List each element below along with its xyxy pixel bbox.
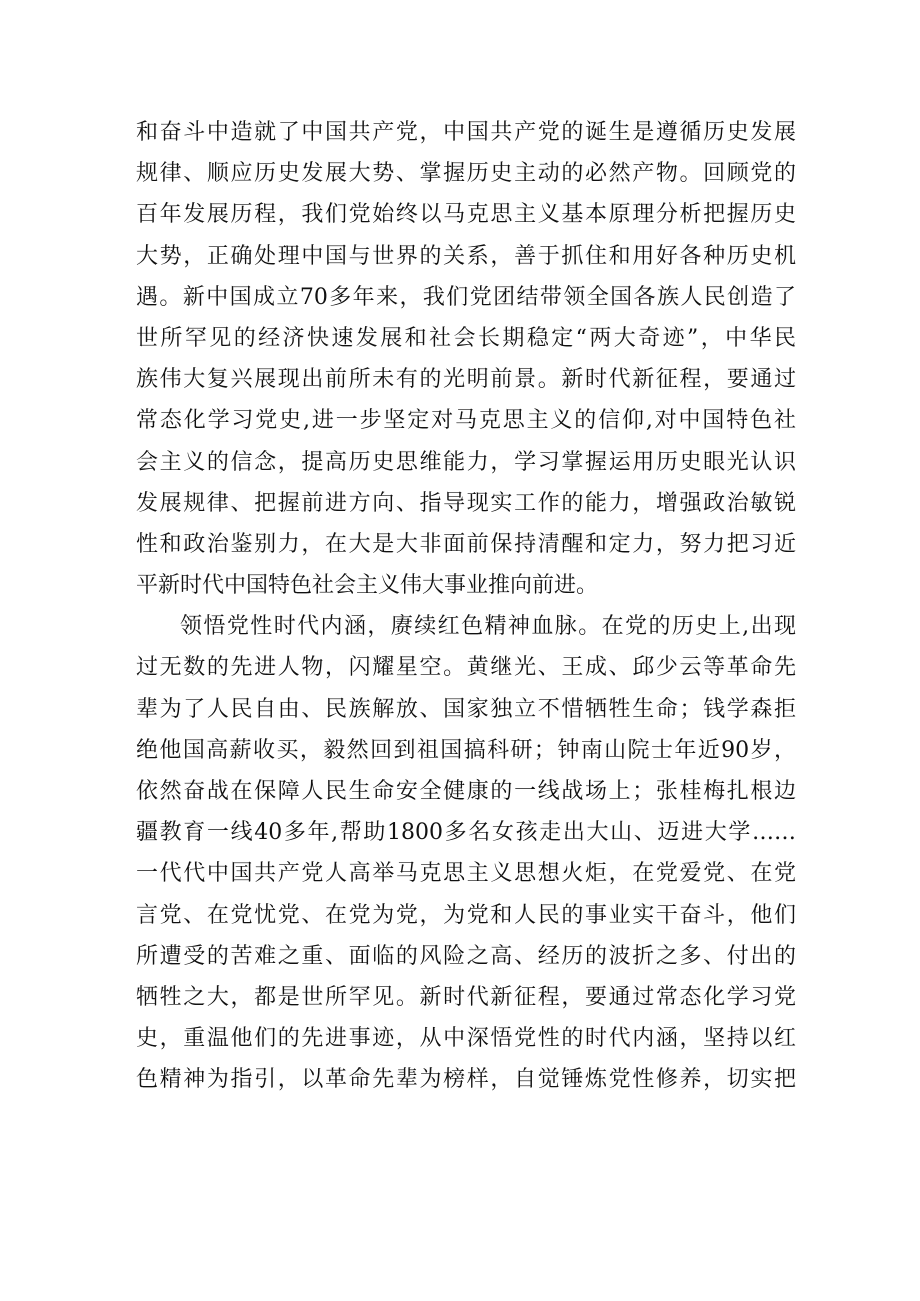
text-line: 发展规律、把握前进方向、指导现实工作的能力，增强政治敏锐: [136, 490, 796, 516]
text-line: 疆教育一线40多年,帮助1800多名女孩走出大山、迈进大学……: [136, 820, 796, 846]
text-line: 言党、在党忧党、在党为党，为党和人民的事业实干奋斗，他们: [136, 902, 796, 928]
text-line: 会主义的信念，提高历史思维能力，学习掌握运用历史眼光认识: [136, 449, 796, 475]
text-line: 辈为了人民自由、民族解放、国家独立不惜牺牲生命；钱学森拒: [136, 696, 796, 722]
paragraph-party-spirit: [136, 606, 796, 1100]
text-line: 和奋斗中造就了中国共产党，中国共产党的诞生是遵循历史发展: [136, 120, 796, 145]
text-line: 百年发展历程，我们党始终以马克思主义基本原理分析把握历史: [136, 202, 796, 228]
text-line: 牺牲之大，都是世所罕见。新时代新征程，要通过常态化学习党: [136, 984, 796, 1010]
text-line: 性和政治鉴别力，在大是大非面前保持清醒和定力，努力把习近: [136, 531, 796, 557]
text-line: 世所罕见的经济快速发展和社会长期稳定“两大奇迹”，中华民: [136, 325, 796, 351]
text-line: 依然奋战在保障人民生命安全健康的一线战场上；张桂梅扎根边: [136, 779, 796, 804]
text-line: 色精神为指引，以革命先辈为榜样，自觉锤炼党性修养，切实把: [136, 1067, 796, 1093]
text-line: 绝他国高薪收买，毅然回到祖国搞科研；钟南山院士年近90岁，: [136, 737, 796, 763]
text-line: 平新时代中国特色社会主义伟大事业推向前进。: [136, 573, 599, 599]
text-line: 一代代中国共产党人高举马克思主义思想火炬，在党爱党、在党: [136, 861, 796, 887]
body-text: [136, 112, 796, 1101]
text-line: 族伟大复兴展现出前所未有的光明前景。新时代新征程，要通过: [136, 367, 796, 393]
paragraph-history: [136, 112, 796, 606]
text-line: 规律、顺应历史发展大势、掌握历史主动的必然产物。回顾党的: [136, 161, 796, 187]
text-line: 领悟党性时代内涵，赓续红色精神血脉。在党的历史上,出现: [180, 614, 796, 640]
text-line: 史，重温他们的先进事迹，从中深悟党性的时代内涵，坚持以红: [136, 1026, 796, 1052]
text-line: 遇。新中国成立70多年来，我们党团结带领全国各族人民创造了: [136, 284, 796, 310]
text-line: 过无数的先进人物，闪耀星空。黄继光、王成、邱少云等革命先: [136, 655, 796, 681]
text-line: 大势，正确处理中国与世界的关系，善于抓住和用好各种历史机: [136, 243, 796, 269]
text-line: 所遭受的苦难之重、面临的风险之高、经历的波折之多、付出的: [136, 943, 796, 969]
text-line: 常态化学习党史,进一步坚定对马克思主义的信仰,对中国特色社: [136, 408, 796, 434]
